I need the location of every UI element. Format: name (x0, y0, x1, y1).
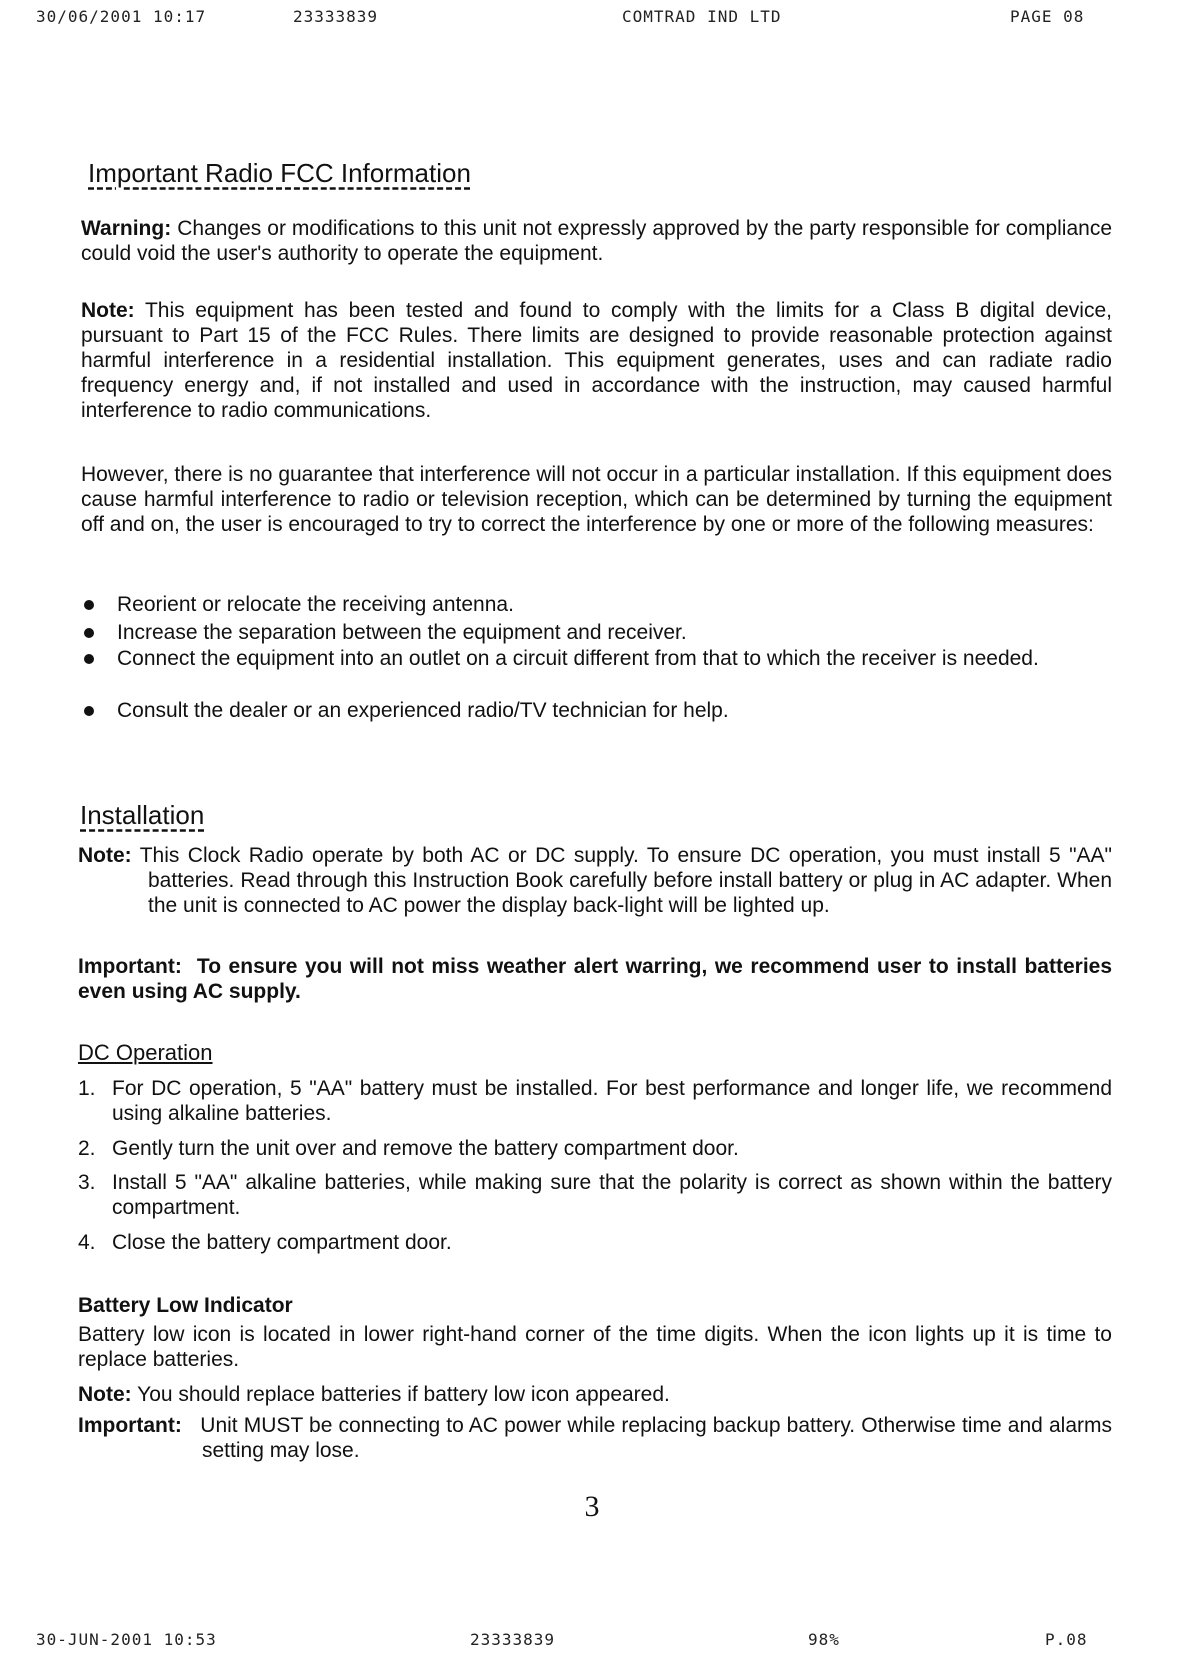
dc-operation-title: DC Operation (78, 1040, 213, 1065)
installation-title: Installation (80, 800, 205, 830)
install-note-text: This Clock Radio operate by both AC or DC supply. To ensure DC operation, you must install 5 "AA" batteries. Read through this Instruction Book carefully before install battery or plug in AC adapter. When the unit is connected to AC power the display back-light will be lighted up. (139, 844, 1112, 917)
list-item (84, 620, 1112, 645)
step-number: 3. (78, 1171, 96, 1194)
fcc-title: Important Radio FCC Information (88, 158, 471, 188)
list-item (78, 1136, 1112, 1161)
however-text: However, there is no guarantee that interference will not occur in a particular installation. If this equipment does cause harmful interference to radio or television reception, which can be determined by turning the equipment off and on, the user is encouraged to try to correct the interference by one or more of the following measures: (81, 463, 1112, 536)
fax-header-number: 23333839 (293, 7, 379, 26)
fax-footer-number: 23333839 (470, 1630, 556, 1649)
battery-low-title: Battery Low Indicator (78, 1294, 293, 1317)
step-number: 2. (78, 1137, 96, 1160)
step-number: 1. (78, 1077, 96, 1100)
measure-text: Consult the dealer or an experienced radio/TV technician for help. (117, 699, 729, 722)
measure-text: Increase the separation between the equipment and receiver. (117, 621, 687, 644)
bullet-icon (84, 600, 94, 610)
fcc-note (81, 298, 1112, 423)
bullet-icon (84, 628, 94, 638)
warning-text: Changes or modifications to this unit not expressly approved by the party responsible for compliance could void the user's authority to operate the equipment. (81, 217, 1112, 265)
battery-low-desc: Battery low icon is located in lower right-hand corner of the time digits. When the icon lights up it is time to replace batteries. (78, 1323, 1112, 1371)
fax-header-company: COMTRAD IND LTD (622, 7, 782, 26)
fax-header-datetime: 30/06/2001 10:17 (36, 7, 207, 26)
battery-low-text (78, 1322, 1112, 1372)
warning-label: Warning: (81, 217, 172, 240)
battery-important-text: Unit MUST be connecting to AC power while replacing backup battery. Otherwise time and alarms setting may lose. (200, 1414, 1112, 1462)
list-item (84, 646, 1112, 671)
battery-important-label: Important: (78, 1414, 182, 1437)
page-number: 3 (584, 1490, 600, 1523)
fcc-however (81, 462, 1112, 537)
measure-text: Connect the equipment into an outlet on a circuit different from that to which the receiver is needed. (117, 647, 1039, 670)
fax-footer-percent: 98% (808, 1630, 840, 1649)
note-text: This equipment has been tested and found to comply with the limits for a Class B digital device, pursuant to Part 15 of the FCC Rules. There limits are designed to provide reasonable protection against harmful interference in a residential installation. This equipment generates, uses and can radiate radio frequency energy and, if not installed and used in accordance with the instruction, may caused harmful interference to radio communications. (81, 299, 1112, 422)
step-text: For DC operation, 5 "AA" battery must be installed. For best performance and longer life, we recommend using alkaline batteries. (112, 1077, 1112, 1125)
battery-low-note (78, 1382, 1112, 1407)
list-item (84, 698, 1112, 723)
note-label: Note: (81, 299, 135, 322)
list-item (84, 592, 1112, 617)
list-item (78, 1170, 1112, 1220)
bullet-icon (84, 706, 94, 716)
install-important-text: To ensure you will not miss weather alert warring, we recommend user to install batteries even using AC supply. (78, 955, 1113, 1003)
battery-low-important (78, 1413, 1112, 1463)
measure-text: Reorient or relocate the receiving antenna. (117, 593, 514, 616)
fax-header-page: PAGE 08 (1010, 7, 1085, 26)
list-item (78, 1076, 1112, 1126)
step-number: 4. (78, 1231, 96, 1254)
installation-note (78, 843, 1112, 918)
install-important-label: Important: (78, 955, 182, 978)
step-text: Close the battery compartment door. (112, 1231, 452, 1254)
fax-footer-page: P.08 (1045, 1630, 1088, 1649)
list-item (78, 1230, 1112, 1255)
install-note-label: Note: (78, 844, 132, 867)
fax-footer-date: 30-JUN-2001 10:53 (36, 1630, 217, 1649)
fcc-warning (81, 216, 1112, 266)
battery-note-label: Note: (78, 1383, 132, 1406)
battery-note-text: You should replace batteries if battery low icon appeared. (137, 1383, 670, 1406)
step-text: Install 5 "AA" alkaline batteries, while making sure that the polarity is correct as shown within the battery compartment. (112, 1171, 1112, 1219)
bullet-icon (84, 654, 94, 664)
step-text: Gently turn the unit over and remove the battery compartment door. (112, 1137, 739, 1160)
installation-important (78, 954, 1112, 1004)
